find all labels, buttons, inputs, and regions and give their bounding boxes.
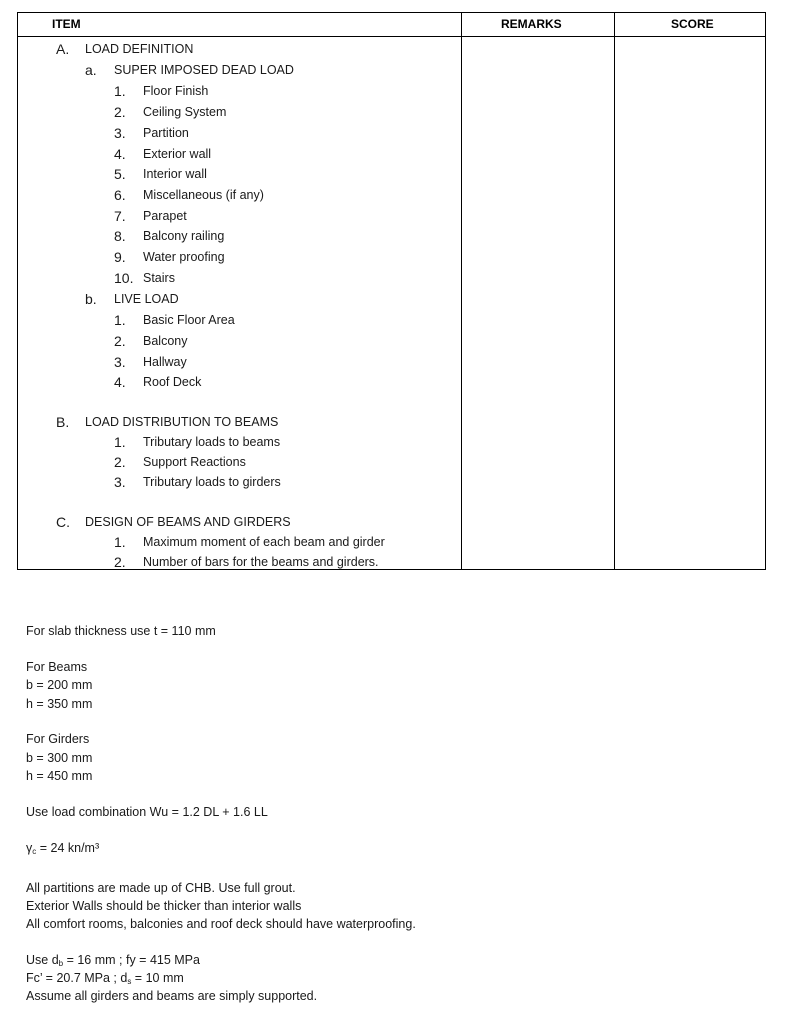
gamma-subscript: c <box>32 847 37 856</box>
row-marker: 9. <box>114 249 126 265</box>
exterior-walls-note: Exterior Walls should be thicker than interior walls <box>26 899 302 913</box>
checklist-table <box>17 12 766 570</box>
row-text: Number of bars for the beams and girders. <box>143 555 379 569</box>
row-marker: 1. <box>114 83 126 99</box>
row-text: Miscellaneous (if any) <box>143 188 264 202</box>
header-remarks: REMARKS <box>501 17 562 31</box>
waterproofing-note: All comfort rooms, balconies and roof deck should have waterproofing. <box>26 917 416 931</box>
bar-diameter-rest: = 16 mm ; fy = 415 MPa <box>63 953 200 967</box>
row-marker: 3. <box>114 354 126 370</box>
header-item: ITEM <box>52 17 81 31</box>
column-divider-score <box>614 13 615 569</box>
row-marker: 2. <box>114 333 126 349</box>
row-text: Balcony railing <box>143 229 225 243</box>
row-marker: 6. <box>114 187 126 203</box>
row-marker: b. <box>85 291 97 307</box>
column-divider-remarks <box>461 13 462 569</box>
row-text: Parapet <box>143 209 187 223</box>
row-marker: B. <box>56 414 70 430</box>
girders-title: For Girders <box>26 732 90 746</box>
support-note: Assume all girders and beams are simply supported. <box>26 989 318 1003</box>
bar-diameter-subscript: b <box>58 959 64 968</box>
row-marker: 8. <box>114 228 126 244</box>
row-marker: 3. <box>114 474 126 490</box>
header-score: SCORE <box>671 17 714 31</box>
unit-weight-value: = 24 kn/m³ <box>36 841 100 855</box>
beams-title: For Beams <box>26 660 88 674</box>
row-text: Stairs <box>143 271 175 285</box>
concrete-strength-prefix: Fc’ = 20.7 MPa ; d <box>26 971 128 985</box>
gamma-symbol: γ <box>26 841 33 855</box>
row-marker: 5. <box>114 166 126 182</box>
row-text: Partition <box>143 126 189 140</box>
row-marker: 4. <box>114 146 126 162</box>
row-marker: 2. <box>114 104 126 120</box>
row-text: Tributary loads to beams <box>143 435 281 449</box>
row-text: Ceiling System <box>143 105 227 119</box>
stirrup-subscript: s <box>127 977 132 986</box>
row-marker: 4. <box>114 374 126 390</box>
girders-width: b = 300 mm <box>26 751 93 765</box>
partitions-note: All partitions are made up of CHB. Use full grout. <box>26 881 296 895</box>
unit-weight-note <box>26 841 99 856</box>
beams-width: b = 200 mm <box>26 678 93 692</box>
row-marker: 2. <box>114 554 126 570</box>
row-text: Hallway <box>143 355 187 369</box>
header-divider <box>18 36 765 37</box>
row-marker: a. <box>85 62 97 78</box>
row-text: LIVE LOAD <box>114 292 179 306</box>
row-marker: 10. <box>114 270 134 286</box>
row-marker: 1. <box>114 534 126 550</box>
row-text: Floor Finish <box>143 84 209 98</box>
concrete-strength-note <box>26 971 184 986</box>
row-text: SUPER IMPOSED DEAD LOAD <box>114 63 294 77</box>
row-text: Tributary loads to girders <box>143 475 281 489</box>
slab-note: For slab thickness use t = 110 mm <box>26 624 216 638</box>
row-marker: 1. <box>114 434 126 450</box>
row-marker: A. <box>56 41 70 57</box>
row-text: Water proofing <box>143 250 225 264</box>
row-text: Support Reactions <box>143 455 246 469</box>
row-text: Maximum moment of each beam and girder <box>143 535 385 549</box>
row-text: DESIGN OF BEAMS AND GIRDERS <box>85 515 291 529</box>
row-marker: 3. <box>114 125 126 141</box>
row-text: LOAD DEFINITION <box>85 42 194 56</box>
concrete-strength-rest: = 10 mm <box>131 971 184 985</box>
row-marker: 2. <box>114 454 126 470</box>
row-text: Balcony <box>143 334 188 348</box>
row-text: Interior wall <box>143 167 207 181</box>
load-combination-note: Use load combination Wu = 1.2 DL + 1.6 LL <box>26 805 268 819</box>
row-marker: 7. <box>114 208 126 224</box>
row-text: Exterior wall <box>143 147 212 161</box>
row-text: Basic Floor Area <box>143 313 235 327</box>
beams-height: h = 350 mm <box>26 697 93 711</box>
girders-height: h = 450 mm <box>26 769 93 783</box>
row-text: LOAD DISTRIBUTION TO BEAMS <box>85 415 279 429</box>
row-marker: C. <box>56 514 70 530</box>
bar-diameter-note <box>26 953 200 968</box>
row-text: Roof Deck <box>143 375 202 389</box>
row-marker: 1. <box>114 312 126 328</box>
bar-diameter-prefix: Use d <box>26 953 59 967</box>
